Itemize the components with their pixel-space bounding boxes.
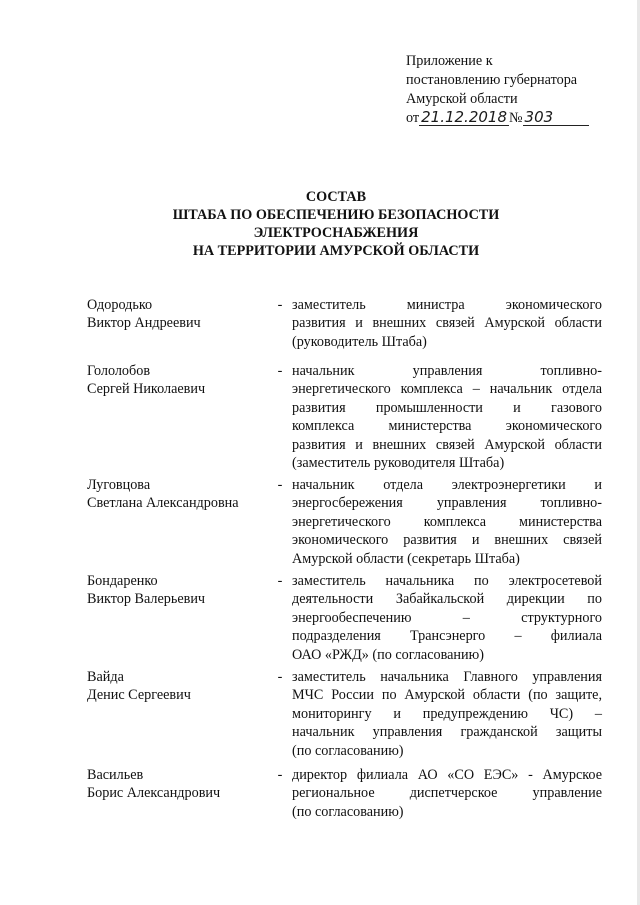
role-line: директор филиала АО «СО ЕЭС» - Амурское <box>292 767 602 783</box>
annex-line-3: Амурской области <box>406 91 518 107</box>
role-line: энергетического комплекса – начальник отдела <box>292 381 602 398</box>
role-line: (руководитель Штаба) <box>292 333 427 350</box>
role-line: развития и внешних связей Амурской области <box>292 436 602 453</box>
member-given-names: Виктор Валерьевич <box>87 591 206 608</box>
member-name <box>87 572 277 609</box>
member-surname: Вайда <box>87 669 124 685</box>
role-line: (заместитель руководителя Штаба) <box>292 455 505 472</box>
member-surname: Васильев <box>87 767 144 783</box>
role-line: энергообеспечению – структурного <box>292 609 602 626</box>
role-line: ОАО «РЖД» (по согласованию) <box>292 646 484 663</box>
member-surname: Гололобов <box>87 363 151 379</box>
role-line: начальник управления топливно- <box>292 363 602 379</box>
role-line: заместитель начальника по электросетевой <box>292 573 602 589</box>
member-role <box>292 572 602 664</box>
handwritten-date: 21.12.2018 <box>421 108 507 126</box>
date-prefix: от <box>406 110 420 126</box>
member-surname: Одородько <box>87 297 153 313</box>
member-role <box>292 476 602 568</box>
role-line: деятельности Забайкальской дирекции по <box>292 591 602 608</box>
member-name <box>87 296 277 333</box>
title-line-2: ШТАБА ПО ОБЕСПЕЧЕНИЮ БЕЗОПАСНОСТИ <box>172 207 500 223</box>
role-line: развития и внешних связей Амурской области <box>292 315 602 332</box>
dash-separator: - <box>277 767 283 783</box>
role-line: МЧС России по Амурской области (по защите, <box>292 687 602 704</box>
member-surname: Луговцова <box>87 477 151 493</box>
number-prefix: № <box>509 110 523 126</box>
member-given-names: Денис Сергеевич <box>87 687 191 704</box>
annex-line-1: Приложение к <box>406 53 493 69</box>
dash-separator: - <box>277 669 283 685</box>
dash-separator: - <box>277 573 283 589</box>
member-role <box>292 362 602 472</box>
member-name <box>87 766 277 803</box>
role-line: (по согласованию) <box>292 803 404 820</box>
annex-block <box>406 52 606 128</box>
member-given-names: Сергей Николаевич <box>87 381 206 398</box>
role-line: заместитель начальника Главного управления <box>292 669 602 685</box>
title-line-4: НА ТЕРРИТОРИИ АМУРСКОЙ ОБЛАСТИ <box>192 243 480 259</box>
role-line: энергетического комплекса министерства <box>292 513 602 530</box>
dash-separator: - <box>277 297 283 313</box>
role-line: мониторингу и предупреждению ЧС) – <box>292 705 602 722</box>
role-line: заместитель министра экономического <box>292 297 602 313</box>
member-role <box>292 296 602 351</box>
member-given-names: Виктор Андреевич <box>87 315 201 332</box>
member-given-names: Светлана Александровна <box>87 495 239 512</box>
member-name <box>87 362 277 399</box>
member-given-names: Борис Александрович <box>87 785 221 802</box>
role-line: энергосбережения управления топливно- <box>292 495 602 512</box>
role-line: комплекса министерства экономического <box>292 418 602 435</box>
title-line-3: ЭЛЕКТРОСНАБЖЕНИЯ <box>253 225 419 241</box>
handwritten-number: 303 <box>523 110 589 126</box>
annex-line-2: постановлению губернатора <box>406 72 578 88</box>
title-line-1: СОСТАВ <box>305 189 367 205</box>
member-name <box>87 668 277 705</box>
role-line: Амурской области (секретарь Штаба) <box>292 550 520 567</box>
role-line: экономического развития и внешних связей <box>292 532 602 549</box>
member-name <box>87 476 277 513</box>
member-role <box>292 766 602 821</box>
role-line: региональное диспетчерское управление <box>292 785 602 802</box>
dash-separator: - <box>277 477 283 493</box>
member-surname: Бондаренко <box>87 573 158 589</box>
role-line: начальник отдела электроэнергетики и <box>292 477 602 493</box>
member-role <box>292 668 602 760</box>
role-line: (по согласованию) <box>292 742 404 759</box>
role-line: развития промышленности и газового <box>292 399 602 416</box>
role-line: подразделения Трансэнерго – филиала <box>292 628 602 645</box>
dash-separator: - <box>277 363 283 379</box>
annex-date-line <box>406 109 606 128</box>
role-line: начальник управления гражданской защиты <box>292 724 602 741</box>
document-title <box>0 188 640 260</box>
